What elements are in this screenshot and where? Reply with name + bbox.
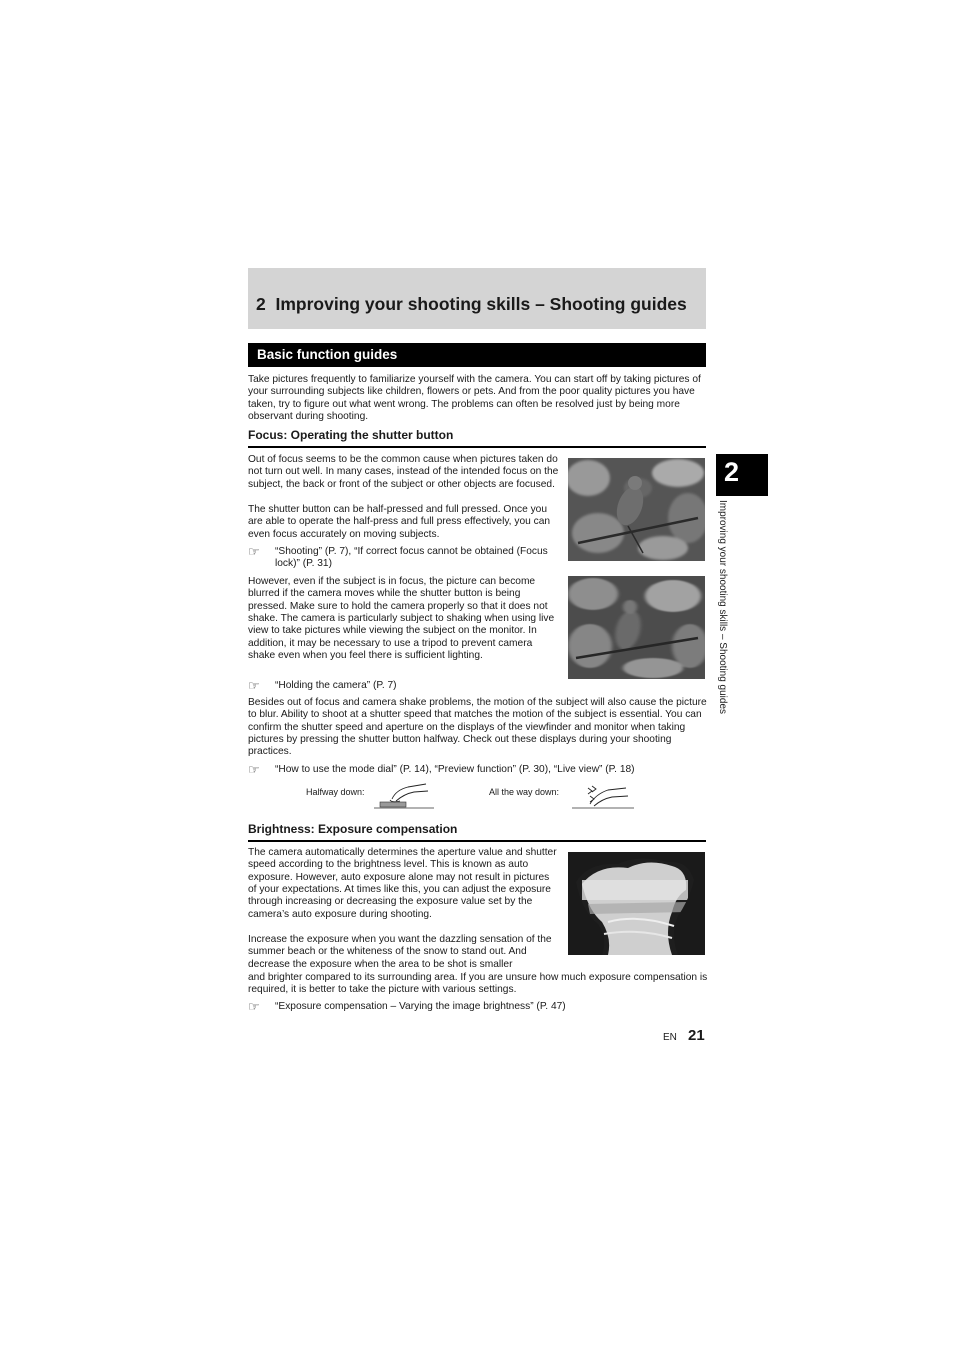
all-the-way-down-finger-icon	[572, 782, 636, 812]
intro-paragraph: Take pictures frequently to familiarize yourself with the camera. You can start off by taking pictures of your surrounding subjects like children, flowers or pets. And from the poor quality pictures you have taken, try to figure out what went wrong. The problems can often be resolved just by being more observant during shooting.	[248, 374, 701, 423]
focus-heading: Focus: Operating the shutter button	[248, 428, 454, 442]
chapter-title-text: Improving your shooting skills – Shooting guides	[275, 294, 687, 314]
beach-cave-photo	[568, 852, 705, 955]
bird-photo-out-of-focus	[568, 458, 705, 561]
page-number: 21	[688, 1027, 705, 1044]
pointing-hand-icon: ☞	[248, 544, 260, 559]
focus-paragraph-1: Out of focus seems to be the common cause when pictures taken do not turn out well. In many cases, instead of the intended focus on the subject, the back or front of the subject or other objects are focused.	[248, 454, 559, 490]
footer-language: EN	[663, 1032, 677, 1043]
focus-rule	[248, 446, 706, 448]
chapter-number: 2	[256, 294, 266, 314]
brightness-reference-1	[248, 1001, 715, 1013]
brightness-paragraph-1: The camera automatically determines the aperture value and shutter speed according to the brightness level. This is known as auto exposure. However, auto exposure alone may not result in pictures of your expectations. At times like this, you can adjust the exposure through increasing or decreasing the exposure value set by the camera’s auto exposure during shooting.	[248, 847, 557, 920]
pointing-hand-icon: ☞	[248, 678, 260, 693]
focus-reference-1-text: “Shooting” (P. 7), “If correct focus cannot be obtained (Focus lock)” (P. 31)	[275, 546, 548, 570]
all-the-way-down-label: All the way down:	[489, 787, 560, 797]
focus-reference-2	[248, 680, 560, 692]
pointing-hand-icon: ☞	[248, 999, 260, 1014]
focus-paragraph-2: The shutter button can be half-pressed and full pressed. Once you are able to operate the half-press and full press effectively, you can even focus accurately on moving subjects.	[248, 504, 551, 540]
brightness-rule	[248, 840, 706, 842]
chapter-tab-label: Improving your shooting skills – Shooting guides	[717, 500, 728, 715]
brightness-heading: Brightness: Exposure compensation	[248, 822, 458, 836]
focus-reference-3-text: “How to use the mode dial” (P. 14), “Preview function” (P. 30), “Live view” (P. 18)	[275, 764, 635, 775]
brightness-reference-1-text: “Exposure compensation – Varying the image brightness” (P. 47)	[275, 1001, 566, 1012]
section-title: Basic function guides	[257, 347, 398, 362]
halfway-down-label: Halfway down:	[306, 787, 365, 797]
focus-reference-3	[248, 764, 715, 776]
pointing-hand-icon: ☞	[248, 762, 260, 777]
halfway-down-finger-icon	[374, 782, 436, 812]
focus-paragraph-4: Besides out of focus and camera shake problems, the motion of the subject will also cause the picture to blur. Ability to shoot at a shutter speed that matches the motion of the subject is essential. You can confirm the shutter speed and aperture on the displays of the viewfinder and monitor when taking pictures by pressing the shutter button halfway. Check out these displays during your shooting practices.	[248, 697, 707, 758]
focus-reference-1	[248, 546, 560, 571]
focus-paragraph-3: However, even if the subject is in focus, the picture can become blurred if the camera moves while the shutter button is being pressed. Make sure to hold the camera properly so that it does not shake. The camera is particularly subject to shaking when using live view to take pictures while viewing the subject on the monitor. In addition, it may be necessary to use a tripod to prevent camera shake even when you feel there is sufficient lighting.	[248, 576, 555, 662]
brightness-paragraph-2: Increase the exposure when you want the dazzling sensation of the summer beach or the whiteness of the snow to stand out. And decrease the exposure when the area to be shot is smaller	[248, 934, 552, 970]
chapter-tab-number: 2	[724, 457, 740, 487]
brightness-paragraph-3: and brighter compared to its surrounding area. If you are unsure how much exposure compensation is required, it is better to take the picture with various settings.	[248, 972, 708, 996]
focus-reference-2-text: “Holding the camera” (P. 7)	[275, 680, 397, 691]
bird-photo-camera-shake	[568, 576, 705, 679]
chapter-title	[256, 294, 687, 315]
